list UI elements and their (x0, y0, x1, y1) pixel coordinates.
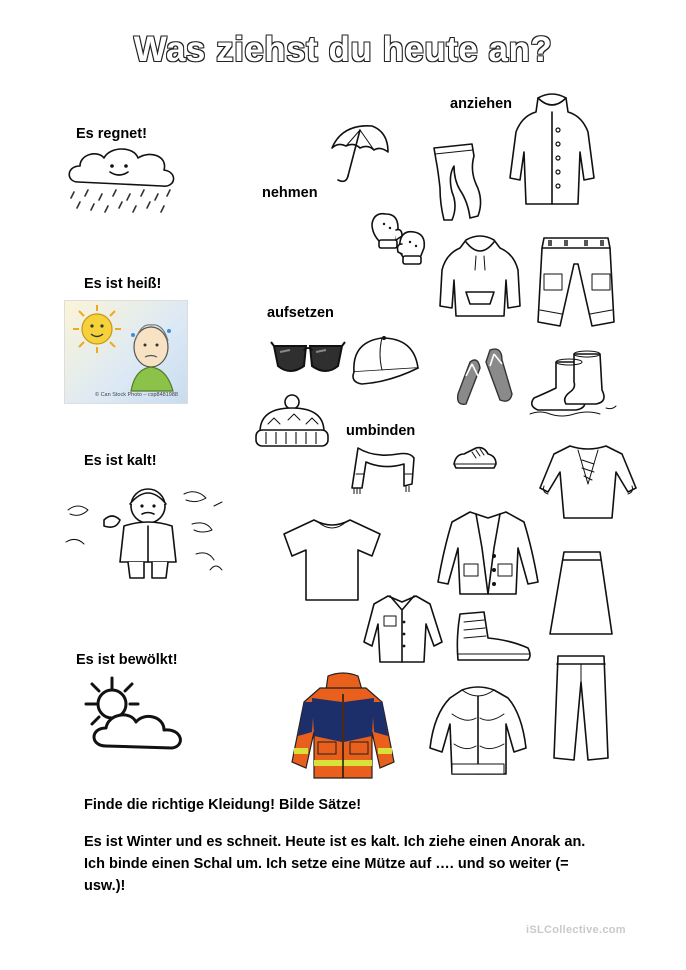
flip-flops-icon (452, 344, 518, 408)
page-title: Was ziehst du heute an? (133, 30, 553, 69)
hot-photo (64, 300, 188, 404)
rain-cloud-icon (60, 140, 185, 215)
label-cloudy: Es ist bewölkt! (76, 652, 178, 668)
example-line-2: Ich binde einen Schal um. Ich setze eine Mütze auf …. und so weiter (= (84, 856, 569, 872)
label-rain: Es regnet! (76, 126, 147, 142)
umbrella-icon (318, 118, 393, 188)
watermark: iSLCollective.com (526, 924, 626, 936)
tights-icon (428, 140, 498, 225)
anorak-icon (290, 672, 396, 786)
scarf-icon (348, 444, 424, 500)
photo-caption: © Can Stock Photo – csp8481988 (95, 392, 178, 398)
shirt-icon (362, 590, 444, 666)
hoodie-icon (438, 234, 522, 320)
windbreaker-icon (426, 684, 530, 780)
sunglasses-icon (270, 336, 346, 378)
blouse-icon (536, 440, 640, 522)
cap-icon (348, 330, 432, 390)
mittens-icon (366, 210, 436, 268)
hiking-boot-icon (454, 608, 534, 666)
jacket-icon (436, 508, 540, 600)
sun-icon (73, 305, 121, 353)
verb-aufsetzen: aufsetzen (267, 305, 334, 321)
verb-nehmen: nehmen (262, 185, 318, 201)
example-line-3: usw.)! (84, 878, 126, 894)
raincoat-icon (508, 92, 596, 212)
verb-umbinden: umbinden (346, 423, 416, 439)
example-paragraph (84, 831, 686, 897)
sneaker-icon (450, 440, 498, 474)
trousers-icon (550, 652, 612, 764)
task-instruction: Finde die richtige Kleidung! Bilde Sätze! (84, 797, 362, 813)
label-cold: Es ist kalt! (84, 453, 157, 469)
cloudy-sun-icon (78, 676, 190, 756)
skirt-icon (546, 548, 618, 638)
verb-anziehen: anziehen (450, 96, 513, 112)
beanie-icon (252, 392, 328, 454)
cargo-pants-icon (534, 234, 618, 332)
example-line-1: Es ist Winter und es schneit. Heute ist es kalt. Ich ziehe einen Anorak an. (84, 834, 586, 850)
rain-boots-icon (526, 342, 621, 422)
label-hot: Es ist heiß! (84, 276, 162, 292)
cold-person-icon (64, 480, 224, 585)
